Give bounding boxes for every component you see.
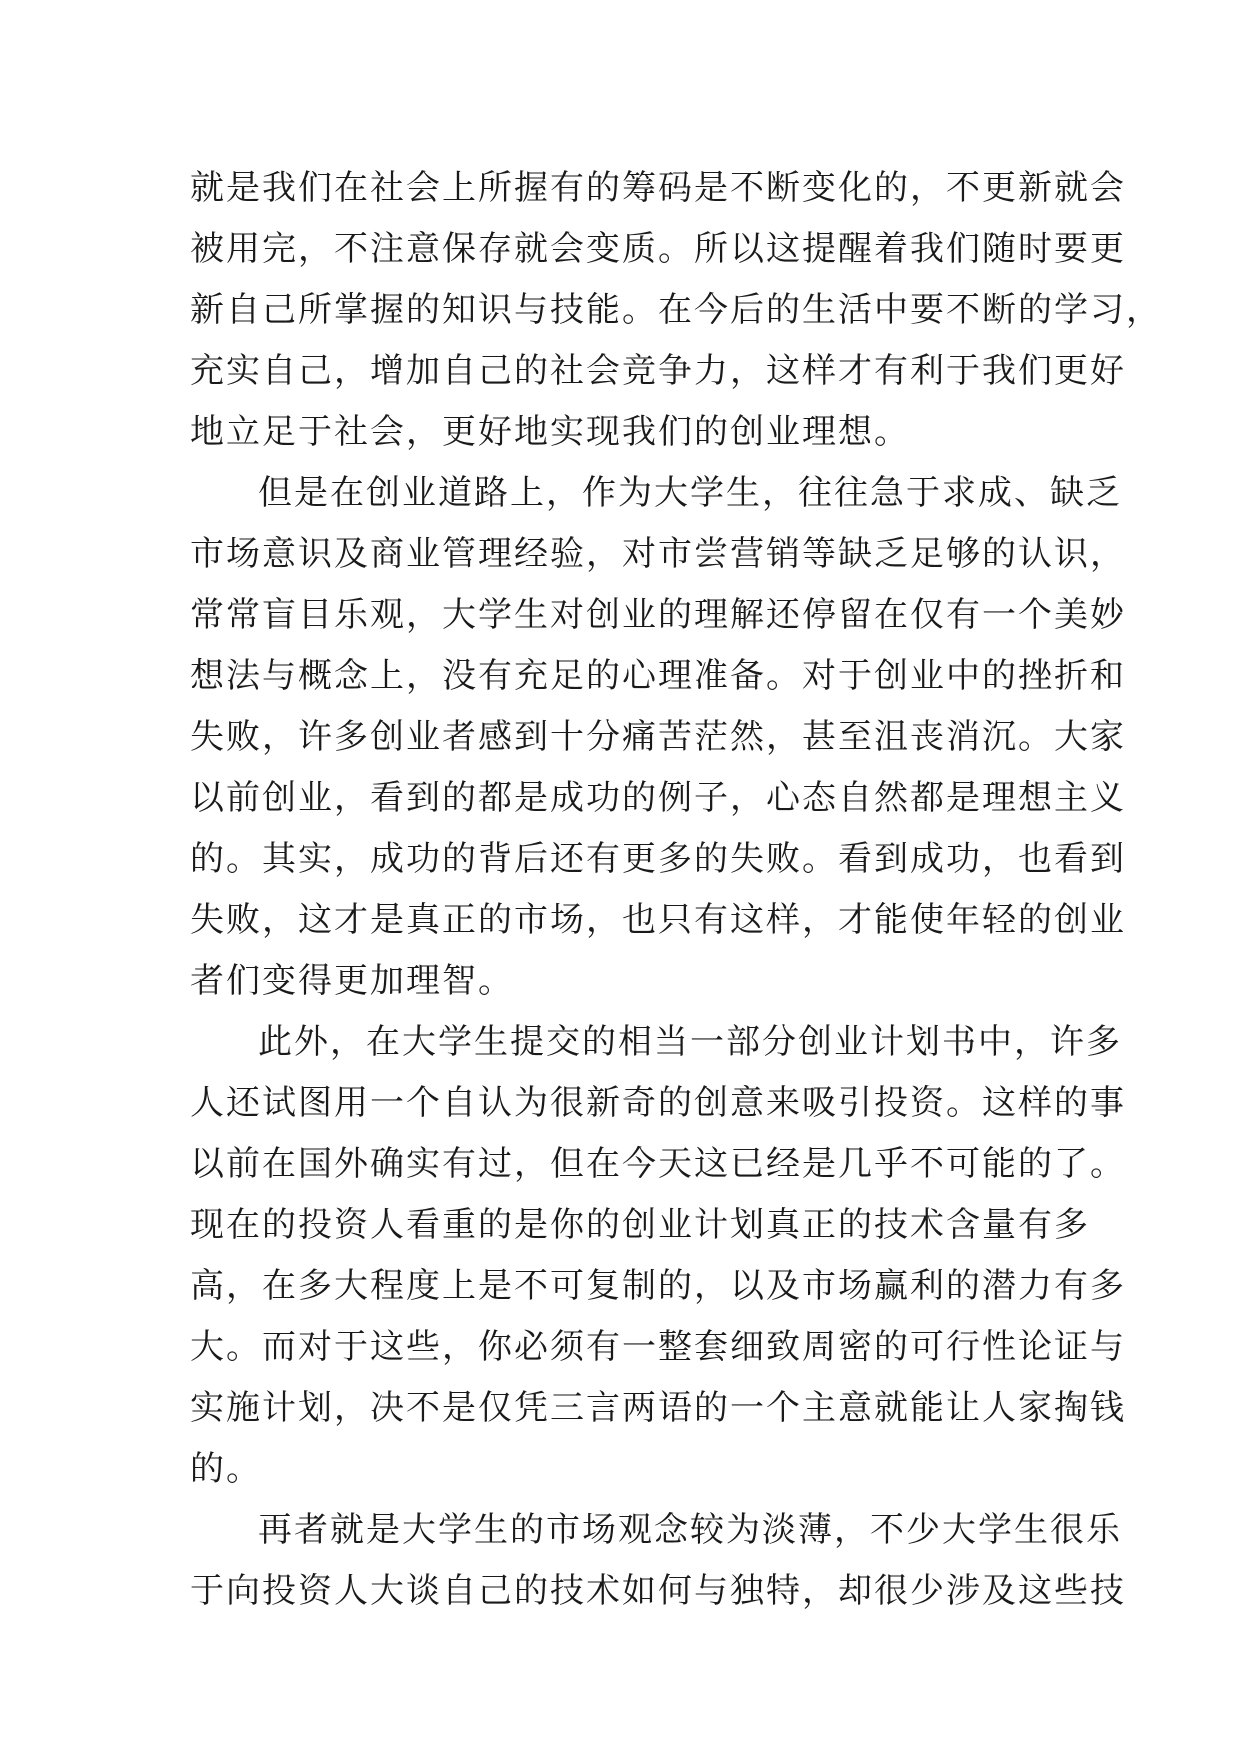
paragraph-2-line-2: 市场意识及商业管理经验，对市尝营销等缺乏足够的认识， [190, 534, 1126, 574]
paragraph-1-line-4: 充实自己，增加自己的社会竞争力，这样才有利于我们更好 [190, 351, 1126, 391]
paragraph-3-line-8: 的。 [190, 1449, 262, 1489]
paragraph-1-line-5: 地立足于社会，更好地实现我们的创业理想。 [190, 412, 910, 452]
paragraph-3-line-7: 实施计划，决不是仅凭三言两语的一个主意就能让人家掏钱 [190, 1388, 1126, 1428]
paragraph-3-line-5: 高，在多大程度上是不可复制的，以及市场赢利的潜力有多 [190, 1266, 1126, 1306]
paragraph-3-line-6: 大。而对于这些，你必须有一整套细致周密的可行性论证与 [190, 1327, 1126, 1367]
paragraph-2-line-8: 失败，这才是真正的市场，也只有这样，才能使年轻的创业 [190, 900, 1126, 940]
paragraph-3-line-4: 现在的投资人看重的是你的创业计划真正的技术含量有多 [190, 1205, 1090, 1245]
document-body [190, 158, 1162, 1622]
paragraph-2-line-6: 以前创业，看到的都是成功的例子，心态自然都是理想主义 [190, 778, 1126, 818]
paragraph-3-line-1: 此外，在大学生提交的相当一部分创业计划书中，许多 [258, 1022, 1122, 1062]
paragraph-2-line-3: 常常盲目乐观，大学生对创业的理解还停留在仅有一个美妙 [190, 595, 1126, 635]
paragraph-1-line-1: 就是我们在社会上所握有的筹码是不断变化的，不更新就会 [190, 168, 1126, 208]
paragraph-3-line-3: 以前在国外确实有过，但在今天这已经是几乎不可能的了。 [190, 1144, 1126, 1184]
paragraph-1-line-2: 被用完，不注意保存就会变质。所以这提醒着我们随时要更 [190, 229, 1126, 269]
paragraph-2-line-5: 失败，许多创业者感到十分痛苦茫然，甚至沮丧消沉。大家 [190, 717, 1126, 757]
paragraph-2-line-4: 想法与概念上，没有充足的心理准备。对于创业中的挫折和 [190, 656, 1126, 696]
paragraph-2-line-1: 但是在创业道路上，作为大学生，往往急于求成、缺乏 [258, 473, 1122, 513]
paragraph-4-line-1: 再者就是大学生的市场观念较为淡薄，不少大学生很乐 [258, 1510, 1122, 1550]
paragraph-4-line-2: 于向投资人大谈自己的技术如何与独特，却很少涉及这些技 [190, 1571, 1126, 1611]
paragraph-3-line-2: 人还试图用一个自认为很新奇的创意来吸引投资。这样的事 [190, 1083, 1126, 1123]
paragraph-1-line-3: 新自己所掌握的知识与技能。在今后的生活中要不断的学习， [190, 290, 1162, 330]
paragraph-2-line-7: 的。其实，成功的背后还有更多的失败。看到成功，也看到 [190, 839, 1126, 879]
paragraph-2-line-9: 者们变得更加理智。 [190, 961, 514, 1001]
